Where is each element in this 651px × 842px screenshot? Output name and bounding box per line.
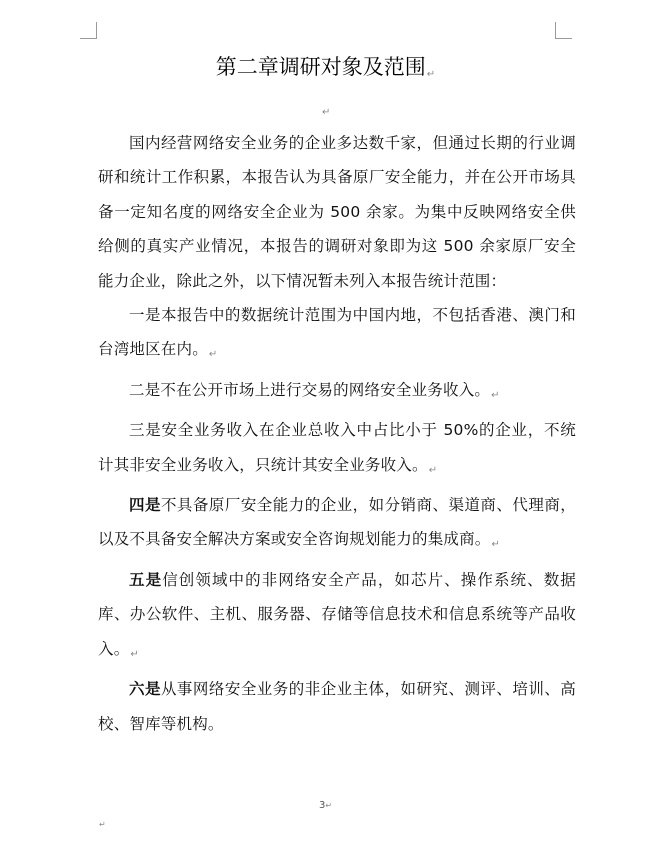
body-text xyxy=(98,126,576,741)
paragraph: 二是不在公开市场上进行交易的网络安全业务收入。↵ xyxy=(129,380,500,401)
chapter-title: 第二章调研对象及范围↵ xyxy=(215,55,436,80)
paragraph: 六是从事网络安全业务的非企业主体，如研究、测评、培训、高校、智库等机构。 xyxy=(98,680,576,733)
paragraph-mark-icon: ↵ xyxy=(426,69,436,80)
paragraph-mark-icon: ↵ xyxy=(99,820,106,829)
paragraph-mark-icon: ↵ xyxy=(325,801,333,810)
paragraph: 四是不具备原厂安全能力的企业，如分销商、渠道商、代理商，以及不具备安全解决方案或安全咨询规划能力的集成商。↵ xyxy=(98,496,576,551)
paragraph-mark-icon: ↵ xyxy=(491,389,500,401)
paragraph: 一是本报告中的数据统计范围为中国内地，不包括香港、澳门和台湾地区在内。↵ xyxy=(98,306,576,361)
paragraph-mark-icon: ↵ xyxy=(428,464,438,476)
paragraph: 五是信创领域中的非网络安全产品，如芯片、操作系统、数据库、办公软件、主机、服务器、存储等信息技术和信息系统等产品收入。↵ xyxy=(98,570,576,660)
crop-mark-top-left xyxy=(80,22,97,39)
paragraph-mark-icon: ↵ xyxy=(322,107,331,118)
paragraph-mark-icon: ↵ xyxy=(208,349,218,361)
paragraph: 三是安全业务收入在企业总收入中占比小于 50%的企业，不统计其非安全业务收入，只统计其安全业务收入。↵ xyxy=(98,421,577,476)
page-number: 3↵ xyxy=(318,800,333,811)
crop-mark-top-right xyxy=(555,22,572,39)
paragraph-mark-icon: ↵ xyxy=(491,539,501,551)
paragraph: 国内经营网络安全业务的企业多达数千家，但通过长期的行业调研和统计工作积累，本报告认为具备原厂安全能力，并在公开市场具备一定知名度的网络安全企业为 500 余家。为集中反映网络安全供给侧的真实产业情况，本报告的调研对象即为这 500 余家原厂安全能力企业，除此之外，以下情况暂未列入本报告统计范围： xyxy=(98,134,576,290)
paragraph-mark-icon: ↵ xyxy=(130,648,139,660)
